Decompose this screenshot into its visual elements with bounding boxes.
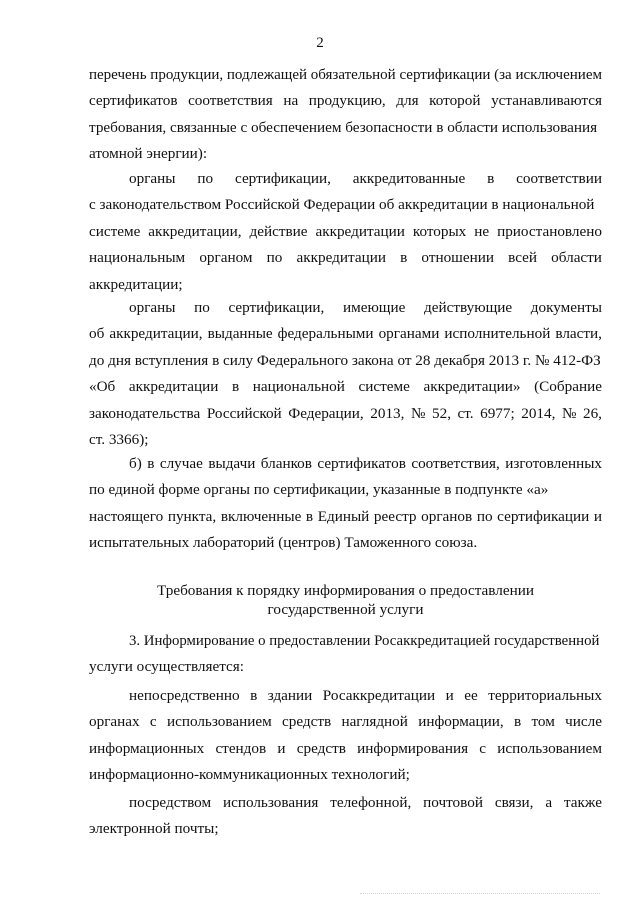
paragraph-product-list <box>89 62 602 168</box>
text-line <box>89 709 602 735</box>
text-line: информационно-коммуникационных технологий; <box>89 766 410 784</box>
word: органы <box>129 170 176 187</box>
paragraph-bodies-with-documents <box>89 295 602 453</box>
word: аккредитации <box>315 222 405 240</box>
word: по <box>266 249 283 267</box>
word: аккредитованные <box>352 170 466 187</box>
word: соответствия <box>188 92 273 110</box>
word: телефонной, <box>330 794 412 811</box>
word: органом <box>199 249 253 267</box>
section-heading <box>89 581 602 619</box>
word: в <box>400 249 408 267</box>
word: Российской <box>206 404 282 422</box>
word: информирования <box>357 739 469 757</box>
word: стендов <box>215 739 267 757</box>
word: органах <box>89 713 140 731</box>
word: пункта, <box>167 507 217 525</box>
word: имеющие <box>342 299 406 316</box>
word: 2014, <box>521 404 556 422</box>
text-line <box>89 88 602 114</box>
paragraph-informing <box>89 628 602 681</box>
word: случае <box>159 455 203 472</box>
word: сертификатов <box>89 92 178 110</box>
word: средств <box>296 739 346 757</box>
word: с <box>479 739 487 757</box>
word: посредством <box>129 794 212 811</box>
word: 2013, <box>370 404 405 422</box>
word: органы <box>129 299 176 316</box>
word: власти, <box>555 325 602 343</box>
word: по <box>194 299 210 316</box>
text-line <box>89 295 602 321</box>
scan-artifact <box>360 893 600 900</box>
word: исполнительной <box>444 325 551 343</box>
word: «Об <box>89 378 116 396</box>
heading-line: государственной услуги <box>267 601 424 618</box>
word: средств <box>281 713 332 731</box>
word: а <box>545 794 553 811</box>
word: действие <box>249 222 308 240</box>
word: почтовой <box>423 794 483 811</box>
word: на <box>283 92 299 110</box>
paragraph-in-building <box>89 683 602 789</box>
word: органов <box>421 507 473 525</box>
word: ее <box>464 687 478 704</box>
word: сертификатов <box>317 455 406 472</box>
text-line: ст. 3366); <box>89 431 149 449</box>
word: национальным <box>89 249 186 267</box>
word: Федерации, <box>288 404 364 422</box>
word: 6977; <box>480 404 515 422</box>
word: органами <box>378 325 440 343</box>
word: и <box>445 687 454 704</box>
word: использования <box>222 794 319 811</box>
word: в <box>487 170 495 187</box>
heading-line: Требования к порядку информирования о предоставлении <box>157 582 534 599</box>
text-line <box>89 504 602 530</box>
word: для <box>396 92 419 110</box>
word: и <box>593 507 602 525</box>
word: территориальных <box>488 687 602 704</box>
word: федеральными <box>277 325 374 343</box>
text-line <box>89 245 602 271</box>
word: бланков <box>260 455 312 472</box>
word: здании <box>267 687 313 704</box>
word: № <box>561 404 577 422</box>
word: аккредитации <box>128 378 219 396</box>
word: сертификации <box>497 507 590 525</box>
word: б) <box>129 455 142 472</box>
word: устанавливаются <box>491 92 602 110</box>
word: числе <box>565 713 602 731</box>
word: отношении <box>421 249 494 267</box>
text-line <box>89 736 602 762</box>
word: системе <box>358 378 410 396</box>
word: которой <box>429 92 481 110</box>
word: в <box>513 713 522 731</box>
word: системе <box>89 222 141 240</box>
word: изготовленных <box>505 455 602 472</box>
word: реестр <box>373 507 417 525</box>
word: Единый <box>317 507 370 525</box>
word: сертификации, <box>235 170 331 187</box>
word: документы <box>530 299 602 316</box>
word: наглядной <box>341 713 408 731</box>
word: и <box>277 739 286 757</box>
word: области <box>551 249 602 267</box>
word: ст. <box>457 404 474 422</box>
word: об <box>89 325 105 343</box>
word: аккредитации, <box>148 222 242 240</box>
word: аккредитации, <box>109 325 203 343</box>
text-line: аккредитации; <box>89 275 183 293</box>
word: сертификации, <box>228 299 325 316</box>
word: информационных <box>89 739 205 757</box>
text-line: атомной энергии): <box>89 145 208 163</box>
text-line: услуги осуществляется: <box>89 658 245 676</box>
word: 26, <box>582 404 602 422</box>
text-line <box>89 790 602 816</box>
word: выдачи <box>208 455 256 472</box>
text-line <box>89 321 602 347</box>
word: № <box>410 404 426 422</box>
paragraph-accredited-bodies <box>89 166 602 298</box>
text-line <box>89 166 602 192</box>
word: использованием <box>497 739 602 757</box>
word: Росаккредитации <box>322 687 436 704</box>
word: аккредитации <box>296 249 386 267</box>
word: использованием <box>166 713 272 731</box>
word: которых <box>412 222 467 240</box>
word: аккредитации» <box>423 378 521 396</box>
word: в <box>305 507 314 525</box>
word: в <box>231 378 240 396</box>
text-line: электронной почты; <box>89 820 219 838</box>
text-line <box>89 374 602 400</box>
word: национальной <box>252 378 345 396</box>
paragraph-blank-forms <box>89 451 602 557</box>
word: (Собрание <box>534 378 602 396</box>
word: связи, <box>494 794 534 811</box>
text-line <box>89 683 602 709</box>
word: выданные <box>207 325 273 343</box>
text-line: испытательных лабораторий (центров) Таможенного союза. <box>89 534 478 552</box>
text-line: требования, связанные с обеспечением безопасности в области использования <box>89 118 598 136</box>
text-line <box>89 219 602 245</box>
word: приостановлено <box>497 222 602 240</box>
word: по <box>197 170 214 187</box>
text-line: с законодательством Российской Федерации об аккредитации в национальной <box>89 196 595 214</box>
word: соответствия, <box>411 455 500 472</box>
text-line: 3. Информирование о предоставлении Росаккредитацией государственной <box>129 633 600 649</box>
paragraph-by-phone-mail <box>89 790 602 843</box>
text-line: до дня вступления в силу Федерального закона от 28 декабря 2013 г. № 412-ФЗ <box>89 351 601 369</box>
word: действующие <box>424 299 513 316</box>
word: законодательства <box>89 404 201 422</box>
word: информации, <box>418 713 504 731</box>
word: соответствии <box>516 170 602 187</box>
text-line <box>89 451 602 477</box>
word: 52, <box>432 404 451 422</box>
page-number: 2 <box>316 35 324 51</box>
word: в <box>250 687 258 704</box>
text-line: перечень продукции, подлежащей обязательной сертификации (за исключением <box>89 67 602 83</box>
word: настоящего <box>89 507 164 525</box>
word: включенные <box>220 507 302 525</box>
word: также <box>563 794 602 811</box>
word: в <box>147 455 155 472</box>
word: не <box>474 222 490 240</box>
word: с <box>149 713 157 731</box>
word: том <box>531 713 555 731</box>
word: непосредственно <box>129 687 240 704</box>
word: по <box>476 507 493 525</box>
text-line: по единой форме органы по сертификации, указанные в подпункте «а» <box>89 481 549 499</box>
text-line <box>89 401 602 427</box>
word: всей <box>508 249 538 267</box>
word: продукцию, <box>308 92 386 110</box>
